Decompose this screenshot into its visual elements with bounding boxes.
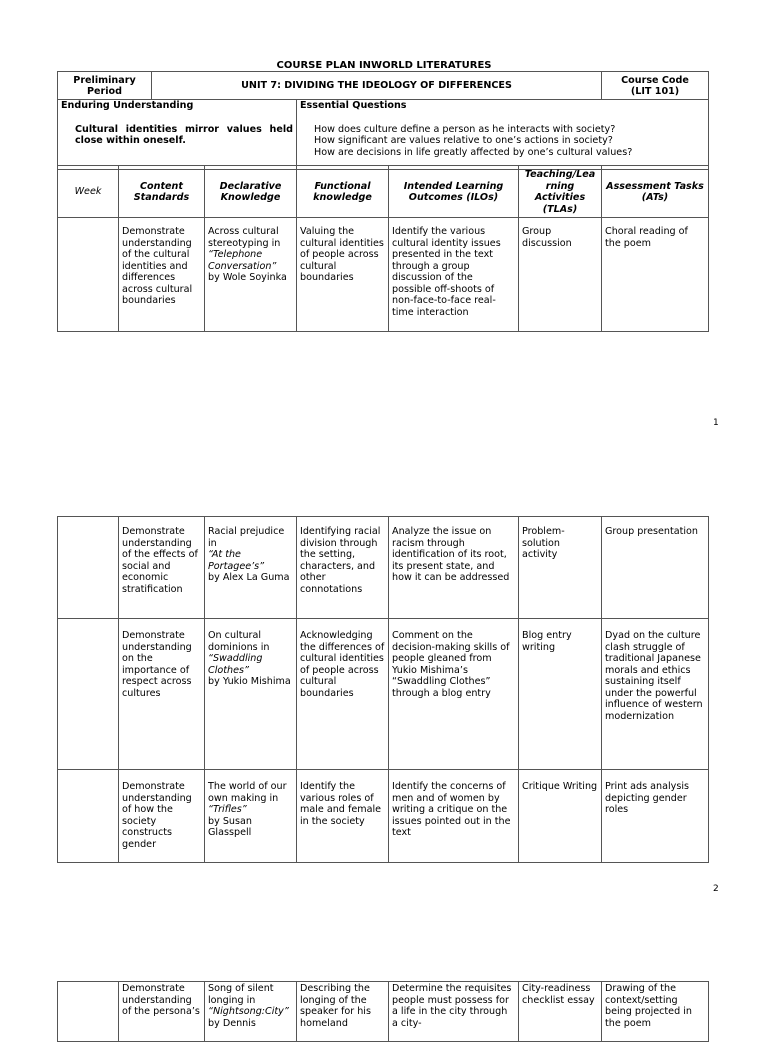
period-cell: Preliminary Period [58,72,152,100]
declarative-intro: On cultural dominions in [208,630,270,653]
question-item: How significant are values relative to one’s actions in society? [314,135,613,146]
enduring-understanding-cell [58,100,297,170]
declarative-author: by Wole Soyinka [208,272,287,283]
declarative-author: by Yukio Mishima [208,676,291,687]
declarative-cell [205,517,297,619]
table-row [58,619,709,770]
literary-work-title: “Trifles” [208,804,247,815]
course-code-cell [602,72,709,100]
ilo-cell: Identify the various cultural identity issues presented in the text through a group discussion of the possible off-shoots of non-face-to-face real-time interaction [389,218,519,332]
course-code-label: Course Code [621,75,689,86]
table-row [58,517,709,619]
declarative-author: by Dennis [208,1017,256,1029]
ilo-cell: Comment on the decision-making skills of people gleaned from Yukio Mishima’s “Swaddling Clothes” through a blog entry [389,619,519,770]
content-standard-cell: Demonstrate understanding of the cultural identities and differences across cultural boundaries [119,218,205,332]
enduring-label: Enduring Understanding [61,100,194,111]
document-title: COURSE PLAN INWORLD LITERATURES [276,60,492,71]
week-cell [58,770,119,863]
declarative-intro: The world of our own making in [208,781,287,804]
unit-title: UNIT 7: DIVIDING THE IDEOLOGY OF DIFFERENCES [152,72,602,100]
assessment-cell: Dyad on the culture clash struggle of traditional Japanese morals and ethics sustaining itself under the powerful influence of western modernization [602,619,709,770]
content-standard-cell: Demonstrate understanding of the persona’s [119,982,205,1042]
tla-cell: Group discussion [519,218,602,332]
essential-questions-cell [297,100,709,170]
content-standard-cell: Demonstrate understanding on the importance of respect across cultures [119,619,205,770]
literary-work-title: “Telephone Conversation” [208,249,277,272]
literary-work-title: “Swaddling Clothes” [208,653,263,676]
declarative-cell [205,619,297,770]
content-standard-cell: Demonstrate understanding of the effects of social and economic stratification [119,517,205,619]
header-ilos: Intended Learning Outcomes (ILOs) [389,166,519,218]
declarative-cell [205,770,297,863]
table-row [58,982,709,1042]
page-number: 2 [713,884,719,894]
declarative-intro: Across cultural stereotyping in [208,226,281,249]
question-item: How are decisions in life greatly affected by one’s cultural values? [314,146,633,158]
assessment-cell: Print ads analysis depicting gender roles [602,770,709,863]
lesson-table-page-2 [57,516,709,863]
week-cell [58,619,119,770]
declarative-author: by Alex La Guma [208,572,290,583]
question-item: How does culture define a person as he interacts with society? [314,123,616,135]
functional-cell: Describing the longing of the speaker for his homeland [297,982,389,1042]
tla-cell: Blog entry writing [519,619,602,770]
page-number: 1 [713,418,719,428]
declarative-cell [205,218,297,332]
week-cell [58,218,119,332]
header-declarative-knowledge: Declarative Knowledge [205,166,297,218]
ilo-cell: Identify the concerns of men and of women by writing a critique on the issues pointed out in the text [389,770,519,863]
functional-cell: Valuing the cultural identities of people across cultural boundaries [297,218,389,332]
tla-cell: Problem-solution activity [519,517,602,619]
assessment-cell: Group presentation [602,517,709,619]
course-plan-header-table [57,71,709,170]
week-cell [58,517,119,619]
header-functional-knowledge: Functional knowledge [297,166,389,218]
lesson-table-page-3 [57,981,709,1042]
declarative-intro: Racial prejudice in [208,526,285,549]
tla-cell: Critique Writing [519,770,602,863]
functional-cell: Acknowledging the differences of cultural identities of people across cultural boundaries [297,619,389,770]
table-row [58,770,709,863]
functional-cell: Identifying racial division through the setting, characters, and other connotations [297,517,389,619]
assessment-cell: Choral reading of the poem [602,218,709,332]
literary-work-title: “At the Portagee’s” [208,549,265,572]
declarative-author: by Susan Glasspell [208,815,252,838]
functional-cell: Identify the various roles of male and female in the society [297,770,389,863]
ilo-cell: Determine the requisites people must possess for a life in the city through a city- [389,982,519,1042]
declarative-intro: Song of silent longing in [208,983,274,1006]
header-week: Week [58,166,119,218]
essential-label: Essential Questions [300,100,407,111]
assessment-cell: Drawing of the context/setting being projected in the poem [602,982,709,1042]
course-code-value: (LIT 101) [630,86,680,97]
ilo-cell: Analyze the issue on racism through identification of its root, its present state, and how it can be addressed [389,517,519,619]
tla-cell: City-readiness checklist essay [519,982,602,1042]
week-cell [58,982,119,1042]
table-row [58,218,709,332]
content-standard-cell: Demonstrate understanding of how the society constructs gender [119,770,205,863]
header-assessment: Assessment Tasks (ATs) [602,166,709,218]
lesson-table-page-1 [57,165,709,332]
literary-work-title: “Nightsong:City” [208,1006,289,1017]
header-content-standards: Content Standards [119,166,205,218]
header-tlas: Teaching/Lea rning Activities (TLAs) [519,166,602,218]
declarative-cell [205,982,297,1042]
enduring-text: Cultural identities mirror values held close within oneself. [75,123,293,146]
